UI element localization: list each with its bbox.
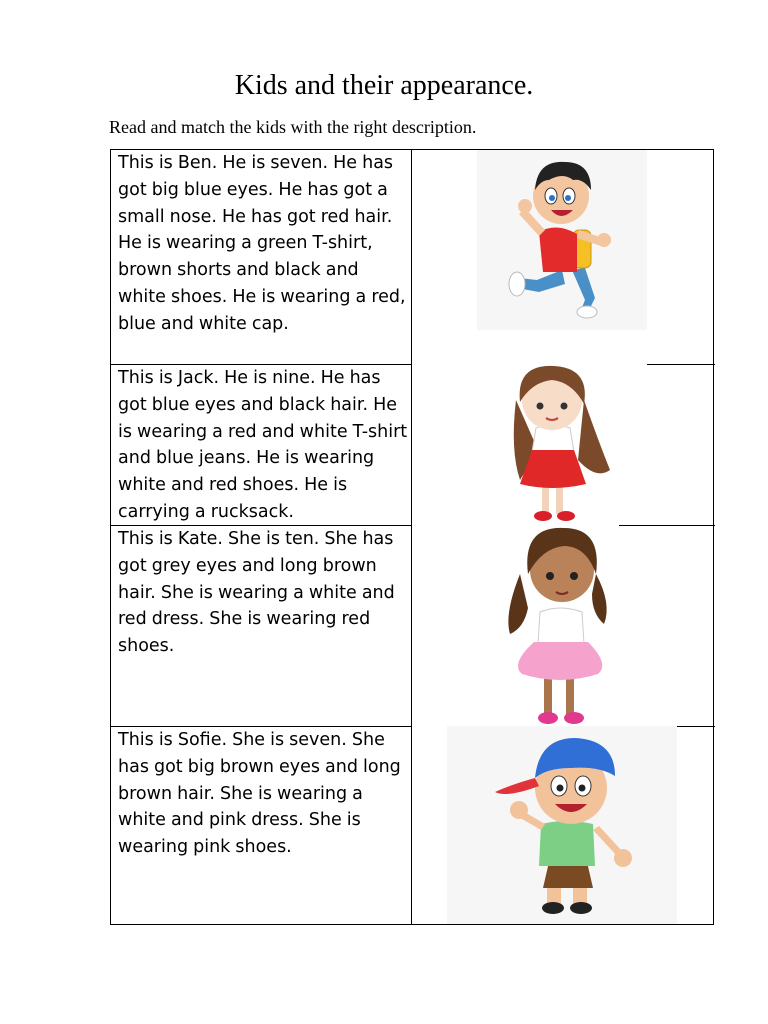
girl-pink-skirt-picture	[500, 524, 620, 728]
description-ben: This is Ben. He is seven. He has got big blue eyes. He has got a small nose. He has got red hair. He is wearing a green T-shirt, brown shorts and black and white shoes. He is wearing a red, blue and white cap.	[118, 153, 406, 334]
row-divider	[647, 364, 715, 365]
page-title: Kids and their appearance.	[234, 70, 534, 101]
description-sofie: This is Sofie. She is seven. She has got big brown eyes and long brown hair. She is wearing a white and pink dress. She is wearing pink shoes.	[118, 730, 401, 858]
boy-blue-cap-picture	[447, 726, 677, 924]
girl-red-skirt-picture	[480, 360, 620, 530]
column-divider	[411, 150, 412, 924]
row-divider	[619, 525, 715, 526]
description-kate: This is Kate. She is ten. She has got grey eyes and long brown hair. She is wearing a white and red dress. She is wearing red shoes.	[118, 529, 395, 657]
description-jack: This is Jack. He is nine. He has got blue eyes and black hair. He is wearing a red and white T-shirt and blue jeans. He is wearing white and red shoes. He is carrying a rucksack.	[118, 368, 408, 522]
instruction-text: Read and match the kids with the right description.	[109, 117, 477, 137]
row-divider	[677, 726, 715, 727]
boy-red-shirt-picture	[477, 150, 647, 330]
